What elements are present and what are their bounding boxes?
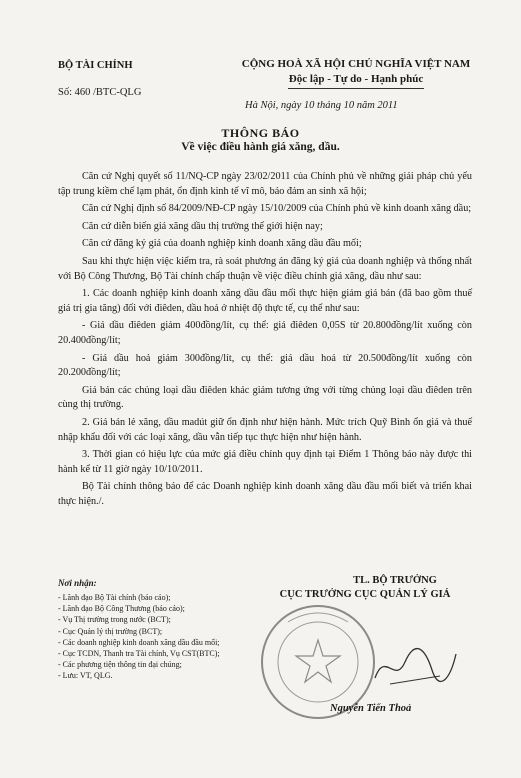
- recipient-item: - Lãnh đạo Bộ Tài chính (báo cáo);: [58, 593, 171, 602]
- recipient-item: - Lãnh đạo Bộ Công Thương (báo cáo);: [58, 604, 185, 614]
- document-title: THÔNG BÁO: [221, 126, 300, 140]
- document-subtitle: Về việc điều hành giá xăng, dầu.: [181, 141, 340, 153]
- agency-name: BỘ TÀI CHÍNH: [58, 60, 133, 71]
- signer-name: Nguyễn Tiến Thoả: [330, 703, 412, 714]
- paragraph: Sau khi thực hiện việc kiểm tra, rà soát phương án đăng ký giá của doanh nghiệp và thống nhất với Bộ Công Thương, Bộ Tài chính chấp thuận về việc điều chỉnh giá xăng, dầu như sau:: [58, 255, 472, 282]
- recipient-item: - Cục TCDN, Thanh tra Tài chính, Vụ CST(BTC);: [58, 649, 220, 659]
- paragraph: - Giá dầu hoả giảm 300đồng/lít, cụ thể: giá dầu hoả từ 20.500đồng/lít xuống còn 20.200đồng/lít;: [58, 352, 472, 379]
- paragraph: - Giá dầu điêden giảm 400đồng/lít, cụ thể: giá điêden 0,05S từ 20.800đồng/lít xuống còn 20.400đồng/lít;: [58, 320, 472, 346]
- paragraph: Giá bán các chủng loại dầu điêden khác giảm tương ứng với từng chủng loại dầu điêden trên cùng thị trường.: [58, 384, 472, 411]
- recipient-item: - Các doanh nghiệp kinh doanh xăng dầu đầu mối;: [58, 637, 220, 647]
- recipient-item: - Vụ Thị trường trong nước (BCT);: [58, 615, 171, 625]
- paragraph: 1. Các doanh nghiệp kinh doanh xăng dầu đầu mối thực hiện giảm giá bán (đã bao gồm thuế giá trị gia tăng) đối với điêden, dầu hoả ở nhiệt độ thực tế, cụ thể như sau:: [58, 288, 472, 314]
- recipients-title: Nơi nhận:: [58, 578, 97, 588]
- paragraph: 3. Thời gian có hiệu lực của mức giá điều chỉnh quy định tại Điểm 1 Thông báo này được thi hành kể từ 11 giờ ngày 10/10/2011.: [58, 449, 472, 475]
- country-name: CỘNG HOÀ XÃ HỘI CHỦ NGHĨA VIỆT NAM: [241, 58, 471, 70]
- paragraph: Căn cứ Nghị quyết số 11/NQ-CP ngày 23/02/2011 của Chính phủ về những giải pháp chủ yếu tập trung kiềm chế lạm phát, ổn định kinh tế vĩ mô, bảo đảm an sinh xã hội;: [58, 171, 472, 197]
- recipients-list: [58, 592, 238, 682]
- handwritten-signature: [370, 640, 460, 690]
- paragraph: Căn cứ diễn biến giá xăng dầu thị trường thế giới hiện nay;: [82, 220, 323, 232]
- national-motto: Độc lập - Tự do - Hạnh phúc: [288, 73, 424, 85]
- recipient-item: - Lưu: VT, QLG.: [58, 671, 113, 681]
- document-date: Hà Nội, ngày 10 tháng 10 năm 2011: [245, 100, 398, 111]
- recipient-item: - Cục Quản lý thị trường (BCT);: [58, 626, 163, 636]
- paragraph: Căn cứ đăng ký giá của doanh nghiệp kinh doanh xăng dầu đầu mối;: [82, 238, 362, 250]
- signature-position: CỤC TRƯỞNG CỤC QUẢN LÝ GIÁ: [279, 589, 451, 600]
- paragraph: Căn cứ Nghị định số 84/2009/NĐ-CP ngày 15/10/2009 của Chính phủ về kinh doanh xăng dầu;: [82, 203, 472, 215]
- document-body: [58, 170, 472, 512]
- paragraph: 2. Giá bán lẻ xăng, dầu madút giữ ổn định như hiện hành. Mức trích Quỹ Bình ổn giá và thuế nhập khẩu đối với các loại xăng, dầu vẫn tiếp tục thực hiện như hiện hành.: [58, 416, 472, 443]
- recipient-item: - Các phương tiện thông tin đại chúng;: [58, 660, 182, 670]
- paragraph: Bộ Tài chính thông báo để các Doanh nghiệp kinh doanh xăng dầu đầu mối biết và triển khai thực hiện./.: [58, 481, 472, 507]
- signature-title: TL. BỘ TRƯỞNG: [353, 575, 437, 586]
- document-number: Số: 460 /BTC-QLG: [58, 87, 142, 98]
- motto-underline: [288, 88, 424, 89]
